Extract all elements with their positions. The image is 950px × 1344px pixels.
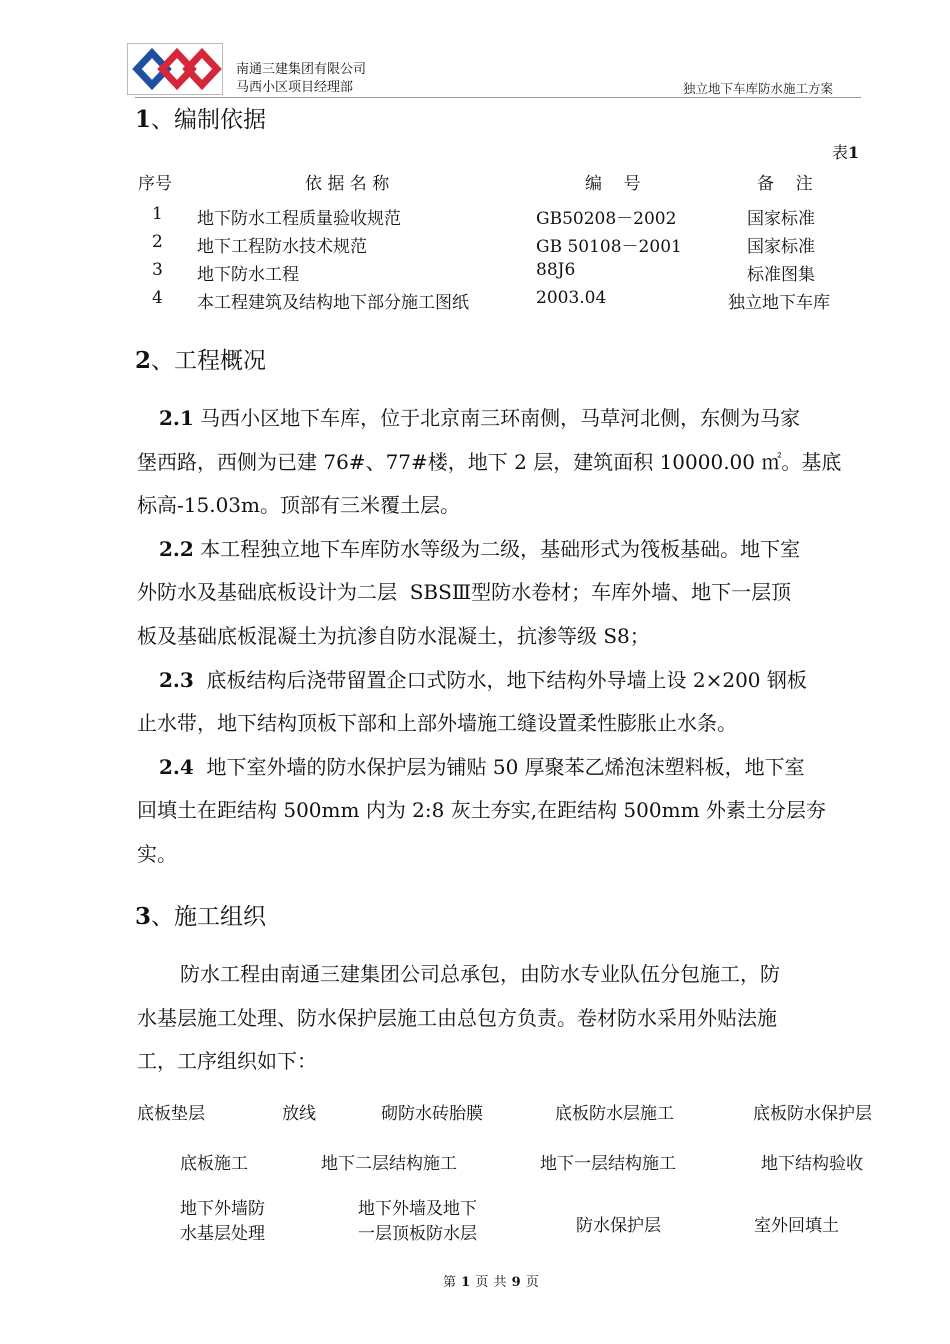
- section-heading-2: 2、工程概况: [135, 347, 267, 374]
- company-logo: [127, 43, 223, 95]
- paragraph-line: 2.1 马西小区地下车库，位于北京南三环南侧，马草河北侧，东侧为马家: [159, 406, 801, 430]
- header-divider: [135, 97, 861, 98]
- flow-step: 放线: [282, 1104, 316, 1124]
- paragraph-line: 标高-15.03m。顶部有三米覆土层。: [137, 493, 460, 517]
- table-label: 表1: [832, 143, 860, 162]
- department-name: 马西小区项目经理部: [236, 80, 354, 95]
- flow-step: 地下结构验收: [761, 1154, 863, 1174]
- flow-step: 地下外墙防 水基层处理: [180, 1199, 265, 1244]
- table-cell-no: 3: [152, 260, 163, 280]
- company-name: 南通三建集团有限公司: [236, 62, 367, 77]
- paragraph-line: 外防水及基础底板设计为二层 SBSⅢ型防水卷材；车库外墙、地下一层顶: [137, 580, 792, 604]
- paragraph-line: 防水工程由南通三建集团公司总承包，由防水专业队伍分包施工，防: [180, 962, 780, 986]
- flow-step: 底板防水保护层: [753, 1104, 872, 1124]
- table-cell-note: 标准图集: [747, 265, 815, 285]
- table-cell-code: GB 50108－2001: [536, 237, 682, 257]
- paragraph-line: 回填土在距结构 500mm 内为 2:8 灰土夯实,在距结构 500mm 外素土分层夯: [137, 798, 826, 822]
- table-cell-note: 国家标准: [747, 209, 815, 229]
- section-heading-3: 3、施工组织: [135, 903, 267, 930]
- table-cell-name: 地下防水工程质量验收规范: [197, 209, 401, 229]
- table-cell-code: 88J6: [536, 260, 576, 280]
- paragraph-line: 2.3 底板结构后浇带留置企口式防水，地下结构外导墙上设 2×200 钢板: [159, 668, 807, 692]
- paragraph-line: 水基层施工处理、防水保护层施工由总包方负责。卷材防水采用外贴法施: [137, 1006, 777, 1030]
- flow-step: 砌防水砖胎膜: [381, 1104, 483, 1124]
- table-cell-code: GB50208－2002: [536, 209, 677, 229]
- paragraph-line: 板及基础底板混凝土为抗渗自防水混凝土，抗渗等级 S8；: [137, 624, 650, 648]
- paragraph-line: 2.2 本工程独立地下车库防水等级为二级，基础形式为筏板基础。地下室: [159, 537, 801, 561]
- table-cell-name: 地下防水工程: [197, 265, 299, 285]
- table-cell-no: 1: [152, 204, 163, 224]
- table-cell-name: 本工程建筑及结构地下部分施工图纸: [197, 293, 469, 313]
- table-header-note: 备 注: [757, 174, 813, 194]
- table-cell-code: 2003.04: [536, 288, 607, 308]
- table-cell-no: 2: [152, 232, 163, 252]
- flow-step: 室外回填土: [754, 1216, 839, 1236]
- flow-step: 地下一层结构施工: [540, 1154, 676, 1174]
- logo-diamonds-icon: [128, 44, 222, 94]
- document-title: 独立地下车库防水施工方案: [683, 81, 834, 96]
- table-header-name: 依 据 名 称: [305, 174, 390, 194]
- table-cell-note: 独立地下车库: [728, 293, 830, 313]
- flow-step: 防水保护层: [576, 1216, 661, 1236]
- section-heading-1: 1、编制依据: [135, 106, 267, 133]
- paragraph-line: 堡西路，西侧为已建 76#、77#楼，地下 2 层，建筑面积 10000.00 ㎡。基底: [137, 450, 842, 474]
- flow-step: 底板施工: [180, 1154, 248, 1174]
- flow-step: 地下二层结构施工: [321, 1154, 457, 1174]
- table-cell-note: 国家标准: [747, 237, 815, 257]
- flow-step: 底板垫层: [137, 1104, 205, 1124]
- paragraph-line: 2.4 地下室外墙的防水保护层为铺贴 50 厚聚苯乙烯泡沫塑料板，地下室: [159, 755, 805, 779]
- page-number: 第 1 页 共 9 页: [443, 1275, 540, 1290]
- table-cell-no: 4: [152, 288, 163, 308]
- table-header-no: 序号: [138, 174, 172, 194]
- paragraph-line: 工，工序组织如下：: [137, 1049, 317, 1073]
- flow-step: 地下外墙及地下 一层顶板防水层: [358, 1199, 477, 1244]
- paragraph-line: 止水带，地下结构顶板下部和上部外墙施工缝设置柔性膨胀止水条。: [137, 711, 737, 735]
- paragraph-line: 实。: [137, 842, 177, 866]
- table-header-code: 编 号: [585, 174, 641, 194]
- table-cell-name: 地下工程防水技术规范: [197, 237, 367, 257]
- flow-step: 底板防水层施工: [555, 1104, 674, 1124]
